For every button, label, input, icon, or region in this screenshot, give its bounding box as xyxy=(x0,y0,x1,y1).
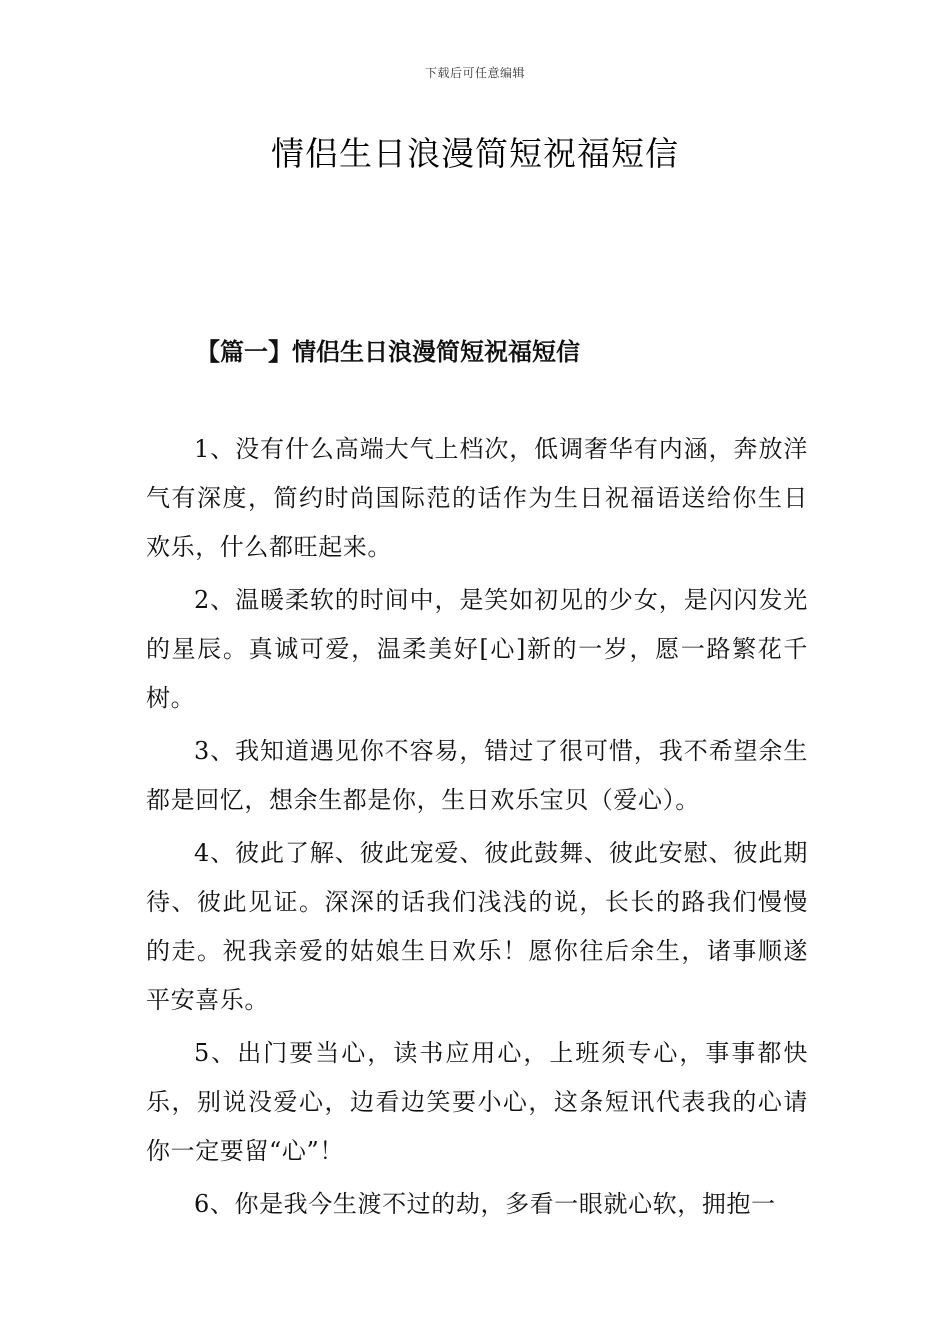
paragraph-2: 2、温暖柔软的时间中，是笑如初见的少女，是闪闪发光的星辰。真诚可爱，温柔美好[心]新的一岁，愿一路繁花千树。 xyxy=(146,586,808,712)
paragraph-6: 6、你是我今生渡不过的劫，多看一眼就心软，拥抱一 xyxy=(194,1190,776,1218)
body-text xyxy=(146,425,808,1233)
document-title: 情侣生日浪漫简短祝福短信 xyxy=(271,134,679,173)
paragraph-4: 4、彼此了解、彼此宠爱、彼此鼓舞、彼此安慰、彼此期待、彼此见证。深深的话我们浅浅的说，长长的路我们慢慢的走。祝我亲爱的姑娘生日欢乐！愿你往后余生，诸事顺遂平安喜乐。 xyxy=(146,839,808,1014)
paragraph-3: 3、我知道遇见你不容易，错过了很可惜，我不希望余生都是回忆，想余生都是你，生日欢乐宝贝（爱心）。 xyxy=(146,737,808,814)
header-note: 下载后可任意编辑 xyxy=(424,66,525,80)
paragraph-5: 5、出门要当心，读书应用心，上班须专心，事事都快乐，别说没爱心，边看边笑要小心，这条短讯代表我的心请你一定要留“心”！ xyxy=(146,1039,808,1165)
paragraph-1: 1、没有什么高端大气上档次，低调奢华有内涵，奔放洋气有深度，简约时尚国际范的话作为生日祝福语送给你生日欢乐，什么都旺起来。 xyxy=(146,435,808,561)
section-heading: 【篇一】情侣生日浪漫简短祝福短信 xyxy=(196,337,580,366)
